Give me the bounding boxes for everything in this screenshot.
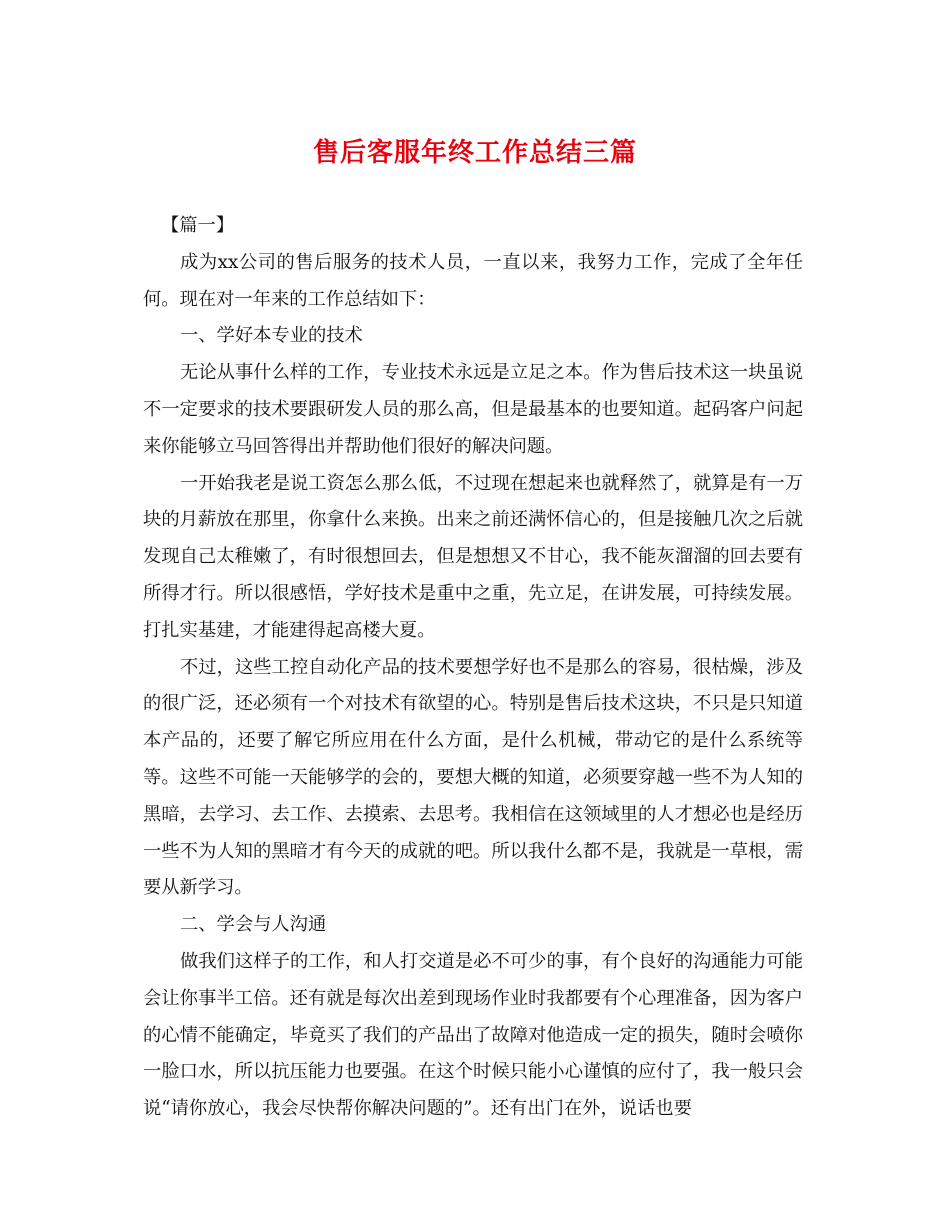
page-title: 售后客服年终工作总结三篇	[312, 138, 637, 168]
paragraph-technology-foundation: 无论从事什么样的工作，专业技术永远是立足之本。作为售后技术这一块虽说不一定要求的技术要跟研发人员的那么高，但是最基本的也要知道。起码客户问起来你能够立马回答得出并帮助他们很好的解决问题。	[143, 362, 803, 457]
paragraph-intro: 成为xx公司的售后服务的技术人员，一直以来，我努力工作，完成了全年任何。现在对一年来的工作总结如下：	[143, 251, 803, 310]
paragraph-automation-learning: 不过，这些工控自动化产品的技术要想学好也不是那么的容易，很枯燥，涉及的很广泛，还必须有一个对技术有欲望的心。特别是售后技术这块，不只是只知道本产品的，还要了解它所应用在什么方面，是什么机械，带动它的是什么系统等等。这些不可能一天能够学的会的，要想大概的知道，必须要穿越一些不为人知的黑暗，去学习、去工作、去摸索、去思考。我相信在这领域里的人才想必也是经历一些不为人知的黑暗才有今天的成就的吧。所以我什么都不是，我就是一草根，需要从新学习。	[143, 656, 803, 899]
paragraph-communication: 做我们这样子的工作，和人打交道是必不可少的事，有个良好的沟通能力可能会让你事半工倍。还有就是每次出差到现场作业时我都要有个心理准备，因为客户的心情不能确定，毕竟买了我们的产品出了故障对他造成一定的损失，随时会喷你一脸口水，所以抗压能力也要强。在这个时候只能小心谨慎的应付了，我一般只会说“请你放心，我会尽快帮你解决问题的”。还有出门在外，说话也要	[143, 950, 803, 1120]
section-label: 【篇一】	[161, 215, 235, 236]
paragraph-salary-reflection: 一开始我老是说工资怎么那么低，不过现在想起来也就释然了，就算是有一万块的月薪放在那里，你拿什么来换。出来之前还满怀信心的，但是接触几次之后就发现自己太稚嫩了，有时很想回去，但是想想又不甘心，我不能灰溜溜的回去要有所得才行。所以很感悟，学好技术是重中之重，先立足，在讲发展，可持续发展。打扎实基建，才能建得起高楼大夏。	[143, 472, 803, 641]
document-body	[143, 208, 803, 1128]
heading-communication: 二、学会与人沟通	[180, 914, 327, 936]
heading-learn-technology: 一、学好本专业的技术	[180, 325, 363, 347]
